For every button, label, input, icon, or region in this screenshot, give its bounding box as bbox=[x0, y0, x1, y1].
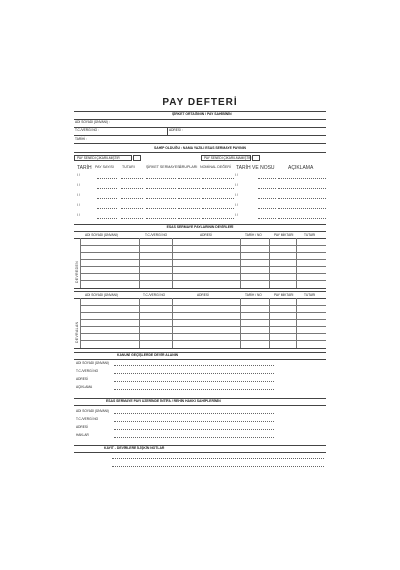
field-line[interactable] bbox=[114, 437, 274, 438]
page-title: PAY DEFTERİ bbox=[162, 97, 238, 108]
col-share-count: PAY SAYISI bbox=[95, 165, 114, 169]
partner-section bbox=[74, 111, 326, 146]
notes-line[interactable] bbox=[112, 466, 324, 467]
row-field-line[interactable] bbox=[178, 188, 200, 189]
out-col-date: TARİH / NO bbox=[245, 232, 262, 237]
row-field-line[interactable] bbox=[178, 198, 200, 199]
row-field-line[interactable] bbox=[146, 218, 176, 219]
cert-not-issued-checkbox[interactable] bbox=[252, 155, 260, 161]
col-amount: TUTARI bbox=[122, 165, 135, 169]
row-field-line[interactable] bbox=[202, 208, 234, 209]
tax-label: T.C./VERGİ NO : bbox=[75, 128, 99, 132]
out-col-tax: T.C./VERGİ NO bbox=[145, 232, 168, 237]
transfer-in-table bbox=[74, 291, 326, 349]
row-field-line[interactable] bbox=[97, 208, 117, 209]
field-line[interactable] bbox=[114, 413, 274, 414]
field-label: ADI SOYADI (ÜNVANI) bbox=[76, 361, 109, 365]
row-field-line[interactable] bbox=[178, 208, 200, 209]
partner-heading: ŞİRKET ORTAĞININ / PAY SAHİBİNİN bbox=[172, 112, 232, 116]
field-line[interactable] bbox=[114, 373, 274, 374]
notes-line[interactable] bbox=[112, 458, 324, 459]
field-label: T.C./VERGİ NO bbox=[76, 369, 99, 373]
name-label: ADI SOYADI (ÜNVANI) : bbox=[75, 120, 110, 124]
field-label: ADRESİ bbox=[76, 377, 88, 381]
row-field-line[interactable] bbox=[202, 198, 234, 199]
field-line[interactable] bbox=[114, 421, 274, 422]
row-field-line[interactable] bbox=[97, 198, 117, 199]
usufruct-fields bbox=[74, 410, 326, 442]
row-date-no[interactable]: / / bbox=[235, 193, 238, 197]
field-line[interactable] bbox=[114, 381, 274, 382]
row-field-line[interactable] bbox=[202, 188, 234, 189]
row-field-line[interactable] bbox=[258, 208, 276, 209]
field-line[interactable] bbox=[114, 429, 274, 430]
field-label: AÇIKLAMA bbox=[76, 385, 93, 389]
col-groups: GRUPLARI bbox=[179, 165, 198, 169]
row-field-line[interactable] bbox=[121, 208, 143, 209]
in-col-name: ADI SOYADI (ÜNVANI) bbox=[85, 292, 118, 297]
out-col-amount: TUTARI bbox=[304, 232, 316, 237]
holding-heading: SAHİP OLDUĞU : NAMA YAZILI ESAS SERMAYE PAYININ bbox=[153, 146, 246, 150]
row-field-line[interactable] bbox=[178, 218, 200, 219]
cert-issued-checkbox[interactable] bbox=[133, 155, 141, 161]
row-field-line[interactable] bbox=[146, 208, 176, 209]
row-field-line[interactable] bbox=[97, 178, 117, 179]
row-field-line[interactable] bbox=[202, 218, 234, 219]
row-field-line[interactable] bbox=[202, 178, 234, 179]
cert-not-issued-label: PAY SENEDİ ÇIKARILMAMIŞTIR bbox=[204, 156, 252, 161]
in-col-address: ADRESİ bbox=[197, 292, 209, 297]
field-line[interactable] bbox=[114, 365, 274, 366]
row-field-line[interactable] bbox=[178, 178, 200, 179]
transfer-in-label: DEVRALAN bbox=[75, 321, 79, 343]
row-field-line[interactable] bbox=[278, 188, 326, 189]
in-col-date: TARİH / NO bbox=[245, 292, 262, 297]
col-date: TARİH bbox=[77, 165, 92, 171]
row-date-no[interactable]: / / bbox=[235, 183, 238, 187]
row-field-line[interactable] bbox=[258, 198, 276, 199]
row-field-line[interactable] bbox=[278, 198, 326, 199]
cert-not-issued-box bbox=[201, 155, 251, 161]
row-field-line[interactable] bbox=[258, 188, 276, 189]
row-date-no[interactable]: / / bbox=[235, 203, 238, 207]
cert-issued-box bbox=[74, 155, 132, 161]
holding-rows bbox=[74, 172, 326, 222]
in-col-tax: T.C./VERGİ NO bbox=[143, 292, 166, 297]
row-field-line[interactable] bbox=[97, 218, 117, 219]
row-field-line[interactable] bbox=[278, 178, 326, 179]
row-date-no[interactable]: / / bbox=[235, 213, 238, 217]
row-field-line[interactable] bbox=[146, 198, 176, 199]
address-label: ADRESİ : bbox=[169, 128, 183, 132]
row-field-line[interactable] bbox=[146, 188, 176, 189]
out-col-shares: PAY MİKTARI bbox=[274, 232, 294, 237]
row-date-no[interactable]: / / bbox=[235, 173, 238, 177]
notes-heading: KAYIT - DEVİRLERE İLİŞKİN NOTLAR bbox=[104, 446, 165, 450]
transfer-out-table bbox=[74, 231, 326, 289]
out-col-name: ADI SOYADI (ÜNVANI) bbox=[85, 232, 118, 237]
transfer-out-label: DEVREDEN bbox=[75, 260, 79, 283]
cert-issued-label: PAY SENEDİ ÇIKARILMIŞTIR bbox=[77, 156, 120, 161]
row-field-line[interactable] bbox=[121, 178, 143, 179]
row-field-line[interactable] bbox=[121, 188, 143, 189]
legal-fields bbox=[74, 362, 326, 394]
usufruct-heading: ESAS SERMAYE PAYI ÜZERİNDE İNTİFA / REHİN HAKKI SAHİPLERİNİN bbox=[106, 399, 221, 403]
row-field-line[interactable] bbox=[146, 178, 176, 179]
col-nominal-value: NOMİNAL DEĞERİ bbox=[200, 165, 232, 169]
row-field-line[interactable] bbox=[278, 218, 326, 219]
field-label: ADRESİ bbox=[76, 425, 88, 429]
row-date[interactable]: / / bbox=[77, 213, 80, 217]
row-date[interactable]: / / bbox=[77, 193, 80, 197]
field-label: HAKLAR bbox=[76, 433, 89, 437]
row-date[interactable]: / / bbox=[77, 183, 80, 187]
field-label: ADI SOYADI (ÜNVANI) bbox=[76, 409, 109, 413]
field-label: T.C./VERGİ NO bbox=[76, 417, 99, 421]
in-col-shares: PAY MİKTARI bbox=[274, 292, 294, 297]
row-date[interactable]: / / bbox=[77, 203, 80, 207]
row-field-line[interactable] bbox=[121, 218, 143, 219]
in-col-amount: TUTARI bbox=[304, 292, 316, 297]
row-field-line[interactable] bbox=[258, 178, 276, 179]
col-description: AÇIKLAMA bbox=[288, 165, 314, 171]
row-date[interactable]: / / bbox=[77, 173, 80, 177]
row-field-line[interactable] bbox=[258, 218, 276, 219]
row-field-line[interactable] bbox=[278, 208, 326, 209]
legal-heading: KANUNİ GEÇİŞLERDE DEVİR ALANIN bbox=[117, 353, 179, 357]
row-field-line[interactable] bbox=[121, 198, 143, 199]
col-company-capital: ŞİRKET SERMAYESİ bbox=[146, 165, 181, 169]
col-date-no: TARİH VE NOSU bbox=[236, 165, 275, 171]
row-field-line[interactable] bbox=[97, 188, 117, 189]
out-col-address: ADRESİ bbox=[200, 232, 212, 237]
field-line[interactable] bbox=[114, 389, 274, 390]
date-label: TARİHİ : bbox=[75, 136, 87, 141]
transfers-heading: ESAS SERMAYE PAYLARININ DEVİRLERİ bbox=[166, 224, 234, 229]
